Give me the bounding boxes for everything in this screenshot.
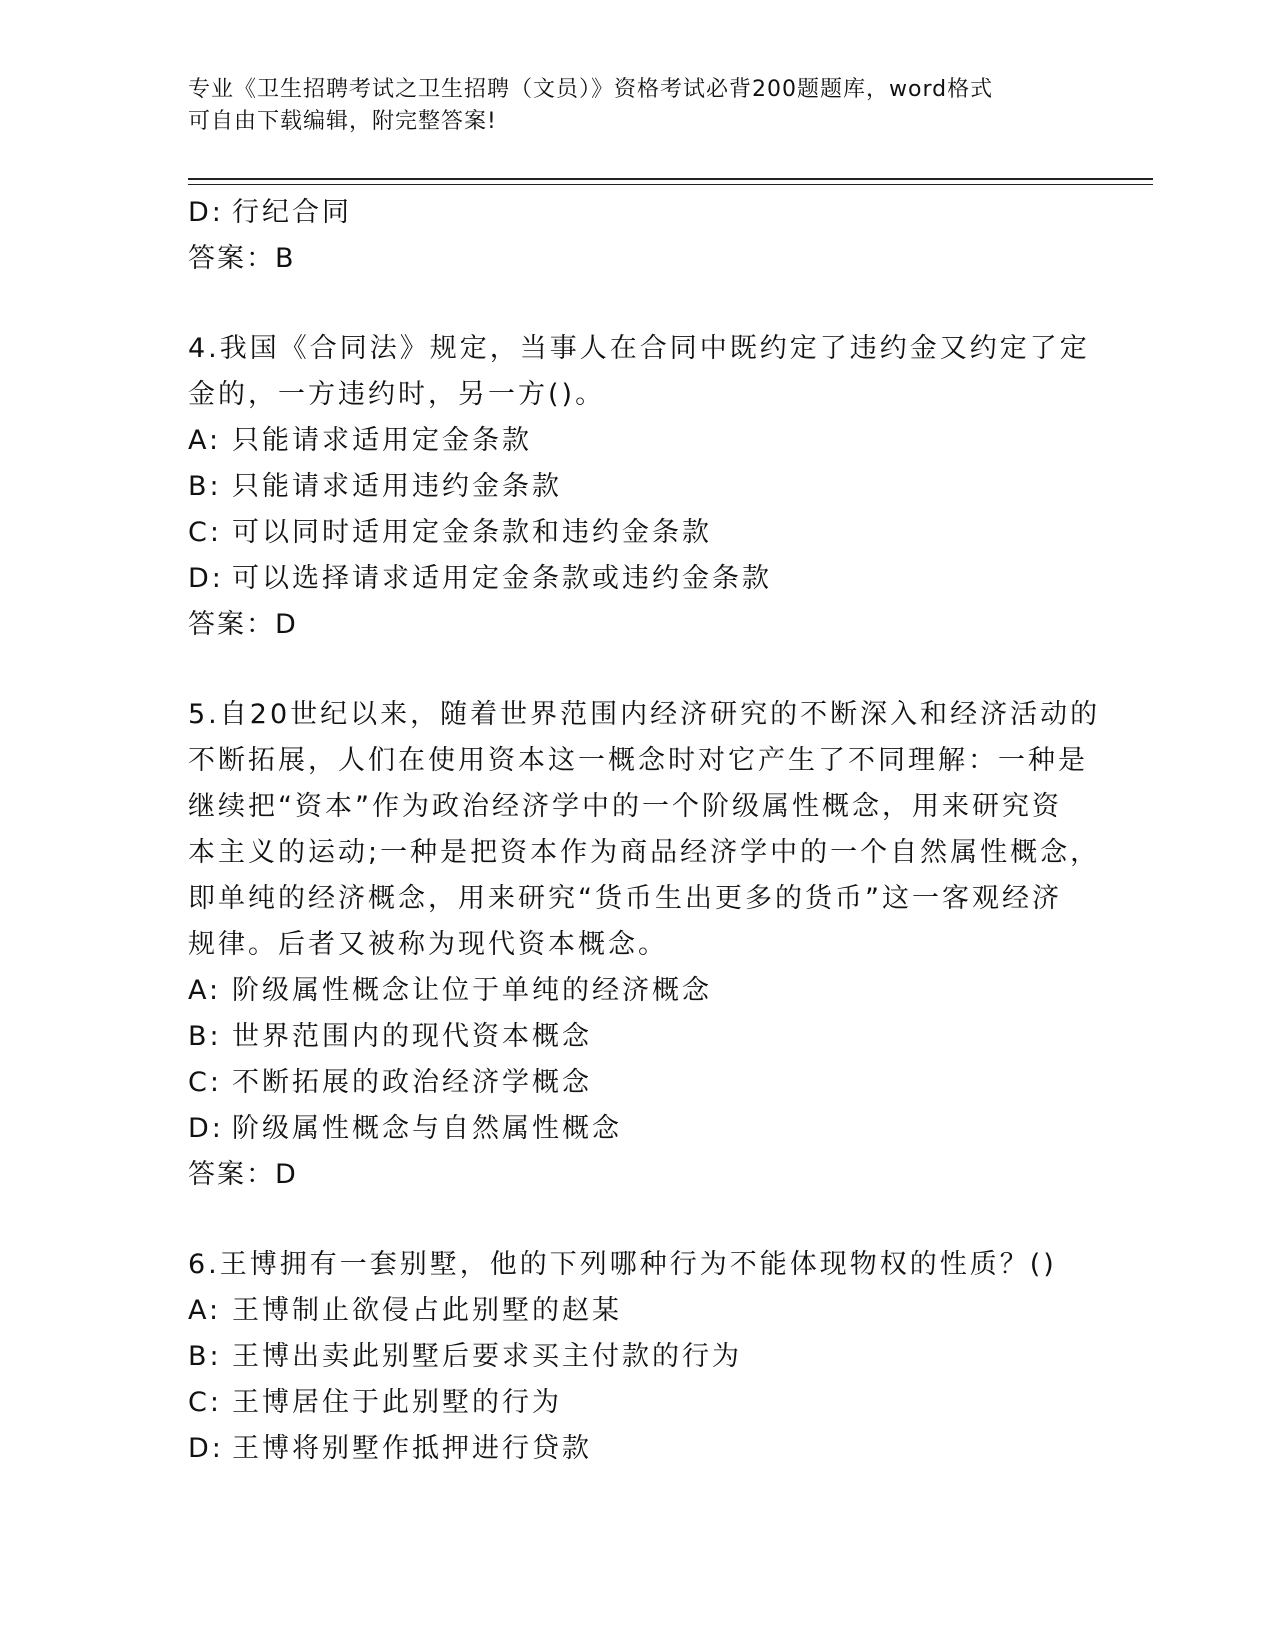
option-text: 只能请求适用违约金条款: [232, 471, 562, 502]
spacer: [188, 282, 1088, 326]
header-line-1: 专业《卫生招聘考试之卫生招聘（文员）》资格考试必背200题题库，word格式: [188, 77, 994, 102]
option-text: 可以选择请求适用定金条款或违约金条款: [232, 563, 772, 594]
option-b: [188, 1334, 1088, 1380]
option-key: C:: [188, 1387, 222, 1418]
option-c: [188, 510, 1088, 556]
question-4: [188, 326, 1088, 648]
question-5: [188, 692, 1101, 1198]
option-text: 只能请求适用定金条款: [232, 425, 532, 456]
option-text: 阶级属性概念与自然属性概念: [232, 1113, 622, 1144]
document-body: [188, 190, 1101, 1472]
option-key: B:: [188, 1341, 222, 1372]
option-c: [188, 1380, 1088, 1426]
option-a: [188, 1288, 1088, 1334]
option-text: 阶级属性概念让位于单纯的经济概念: [232, 975, 712, 1006]
option-key: A:: [188, 975, 222, 1006]
question-6: [188, 1242, 1088, 1472]
option-key: D:: [188, 1433, 224, 1464]
option-text: 王博将别墅作抵押进行贷款: [232, 1433, 592, 1464]
option-d: [188, 1106, 1088, 1152]
spacer: [188, 1198, 1088, 1242]
question-stem-line: 金的，一方违约时，另一方()。: [188, 379, 606, 410]
question-stem-line: 即单纯的经济概念，用来研究“货币生出更多的货币”这一客观经济: [188, 883, 1062, 914]
option-text: 王博出卖此别墅后要求买主付款的行为: [232, 1341, 742, 1372]
option-c: [188, 1060, 1088, 1106]
option-b: [188, 464, 1088, 510]
option-text: 世界范围内的现代资本概念: [232, 1021, 592, 1052]
option-key: D:: [188, 1113, 224, 1144]
answer-line: 答案：D: [188, 1159, 298, 1190]
spacer: [188, 648, 1088, 692]
answer-line: 答案：B: [188, 243, 296, 274]
option-key: D:: [188, 197, 224, 228]
option-d: [188, 1426, 1088, 1472]
option-text: 不断拓展的政治经济学概念: [232, 1067, 592, 1098]
option-key: A:: [188, 425, 222, 456]
option-d: [188, 556, 1088, 602]
option-key: C:: [188, 1067, 222, 1098]
question-stem-line: 不断拓展，人们在使用资本这一概念时对它产生了不同理解：一种是: [188, 745, 1088, 776]
question-stem-line: 5.自20世纪以来，随着世界范围内经济研究的不断深入和经济活动的: [188, 699, 1101, 730]
option-text: 王博制止欲侵占此别墅的赵某: [232, 1295, 622, 1326]
option-key: C:: [188, 517, 222, 548]
option-key: B:: [188, 471, 222, 502]
option-d: [188, 190, 1088, 236]
question-stem-line: 4.我国《合同法》规定，当事人在合同中既约定了违约金又约定了定: [188, 333, 1090, 364]
option-b: [188, 1014, 1088, 1060]
header-divider: [188, 178, 1153, 185]
question-stem-line: 规律。后者又被称为现代资本概念。: [188, 929, 668, 960]
option-text: 王博居住于此别墅的行为: [232, 1387, 562, 1418]
question-3-tail: [188, 190, 1088, 282]
document-header: [188, 74, 1088, 138]
option-key: D:: [188, 563, 224, 594]
header-line-2: 可自由下载编辑，附完整答案!: [188, 109, 497, 134]
option-key: A:: [188, 1295, 222, 1326]
option-text: 行纪合同: [232, 197, 352, 228]
question-stem-line: 6.王博拥有一套别墅，他的下列哪种行为不能体现物权的性质？(): [188, 1249, 1057, 1280]
answer-line: 答案：D: [188, 609, 298, 640]
option-key: B:: [188, 1021, 222, 1052]
option-text: 可以同时适用定金条款和违约金条款: [232, 517, 712, 548]
question-stem-line: 本主义的运动;一种是把资本作为商品经济学中的一个自然属性概念，: [188, 837, 1101, 868]
option-a: [188, 968, 1088, 1014]
option-a: [188, 418, 1088, 464]
question-stem-line: 继续把“资本”作为政治经济学中的一个阶级属性概念，用来研究资: [188, 791, 1062, 822]
